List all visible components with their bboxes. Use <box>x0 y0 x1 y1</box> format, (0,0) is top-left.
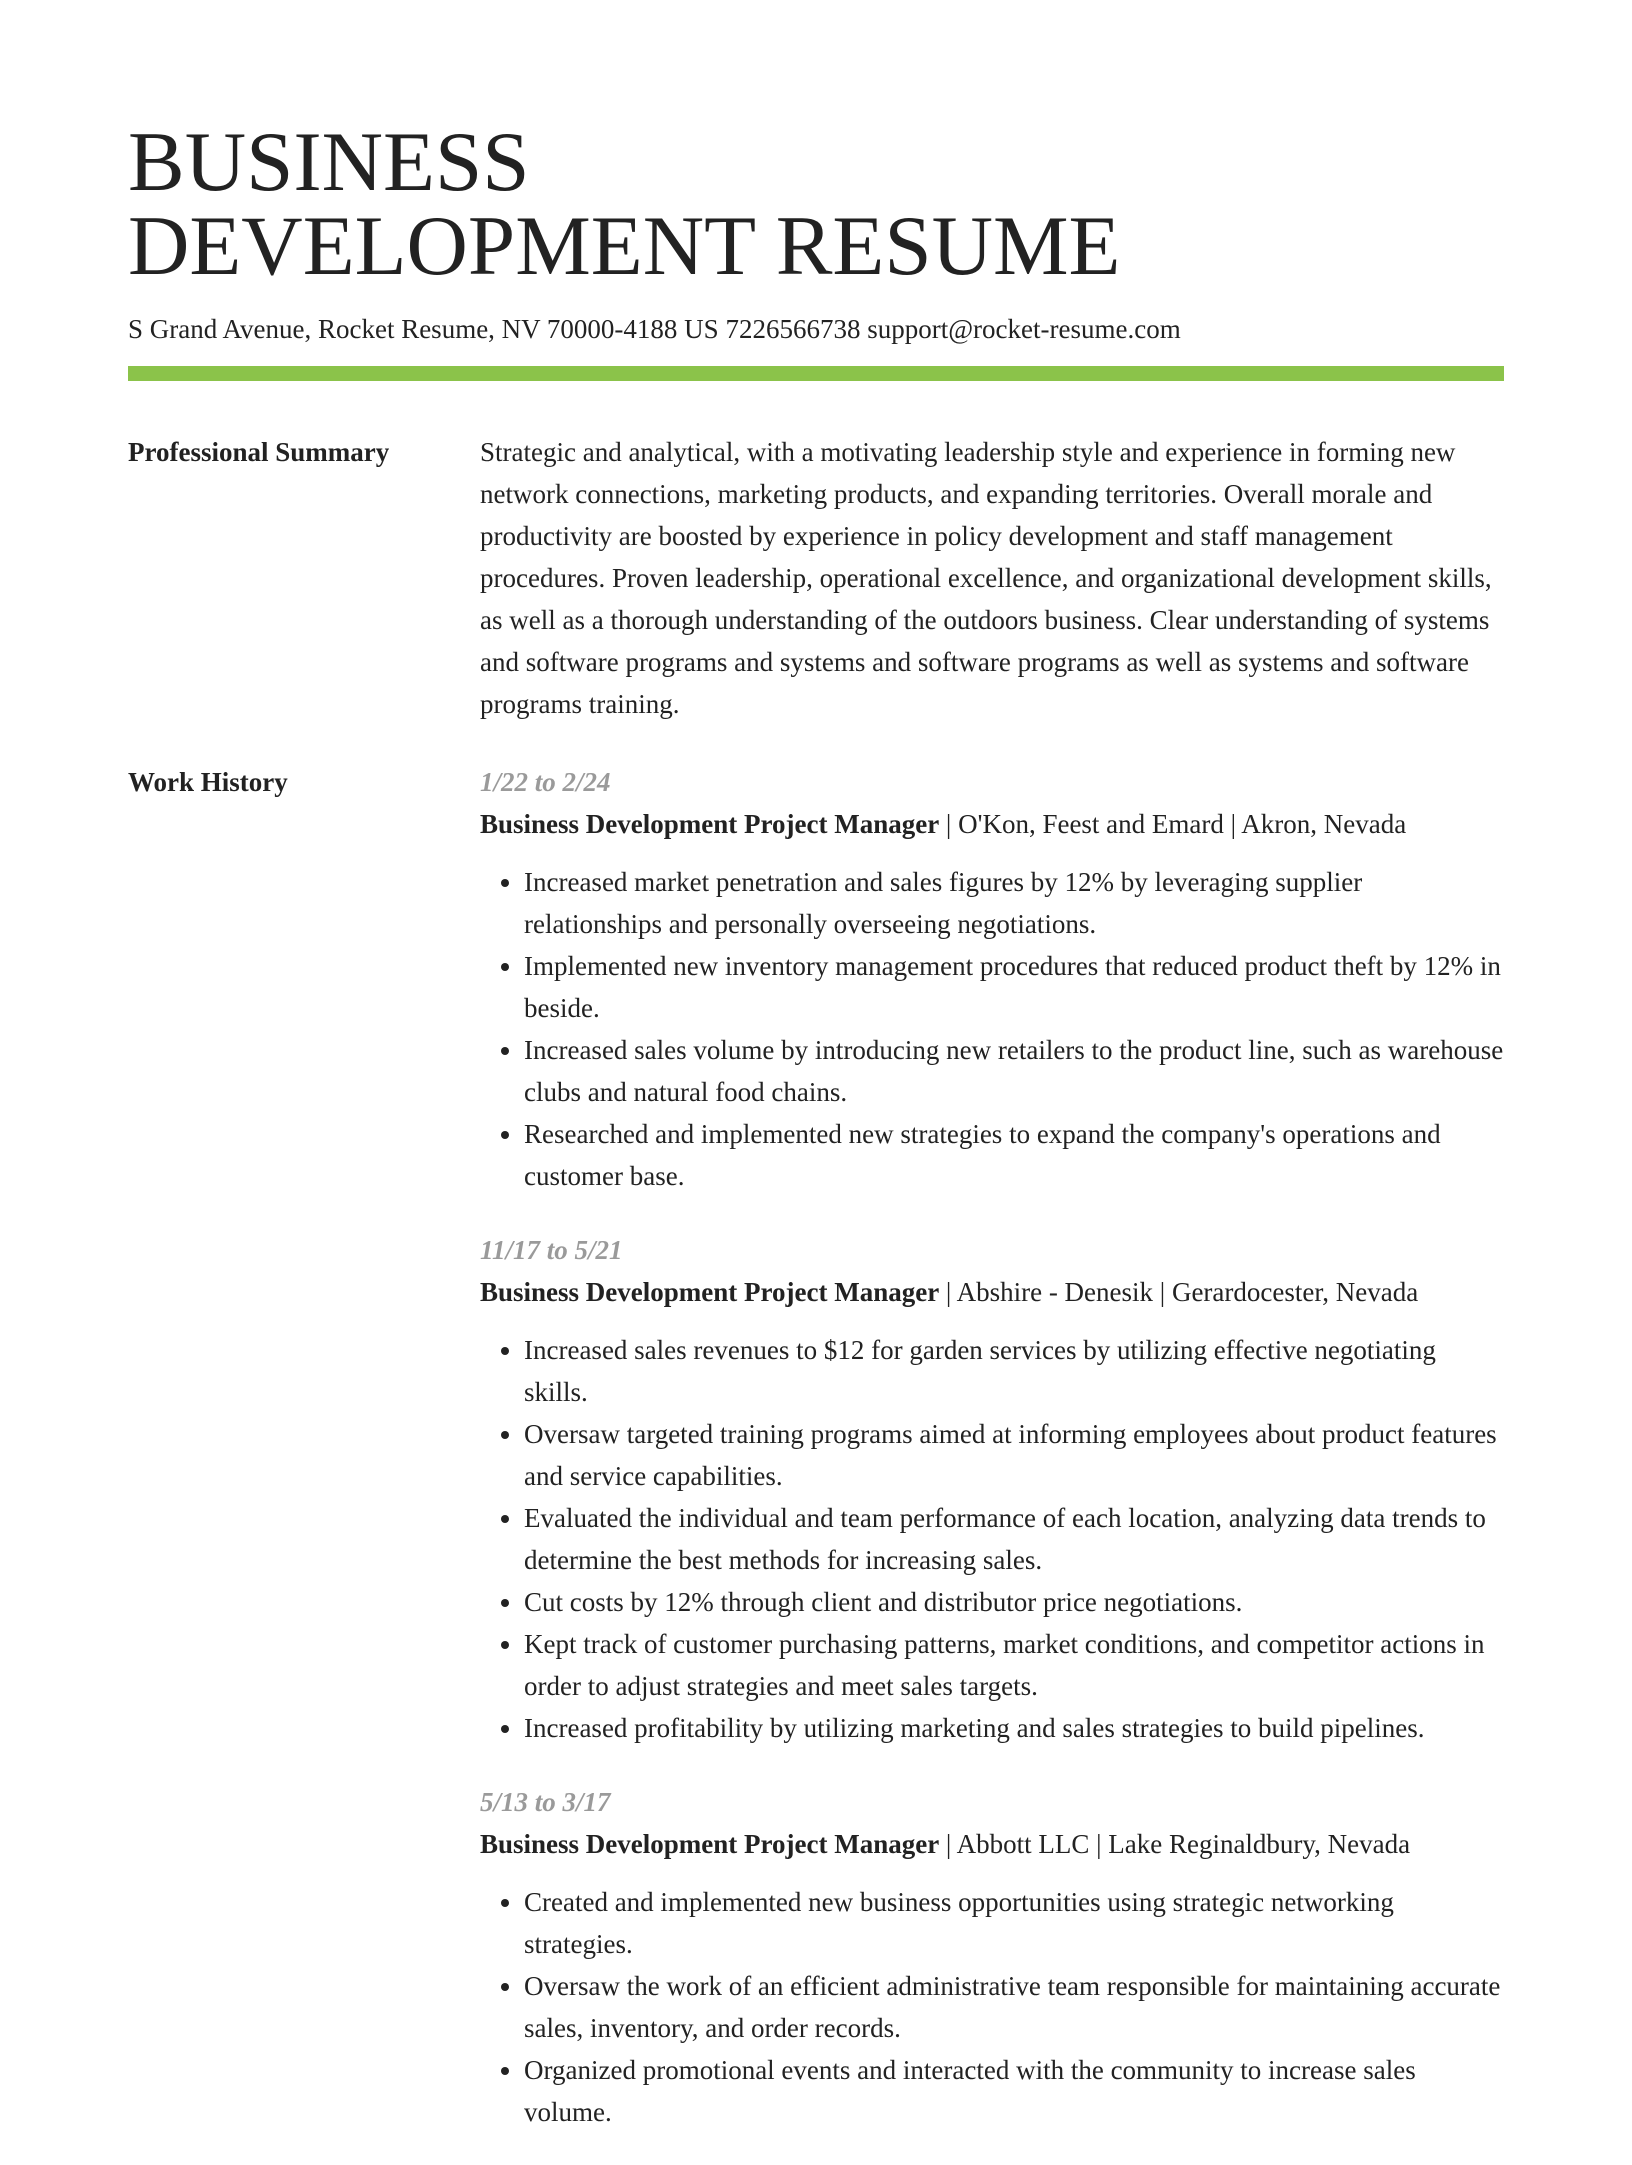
resume-title-line-2: DEVELOPMENT RESUME <box>128 199 1121 293</box>
job-bullets <box>480 1329 1504 1749</box>
job-title: Business Development Project Manager <box>480 1277 940 1307</box>
job-bullets <box>480 861 1504 1197</box>
resume-page <box>128 115 1504 2165</box>
section-label-work-history: Work History <box>128 767 288 797</box>
resume-title <box>128 115 1504 293</box>
resume-title-line-1: BUSINESS <box>128 115 530 209</box>
job-bullet: • Organized promotional events and interacted with the community to increase sales volume. <box>524 2049 1504 2133</box>
job-company-location: | O'Kon, Feest and Emard | Akron, Nevada <box>939 809 1407 839</box>
accent-divider <box>128 366 1504 381</box>
job-bullet: • Created and implemented new business opportunities using strategic networking strategies. <box>524 1881 1504 1965</box>
job-bullet: • Increased market penetration and sales figures by 12% by leveraging supplier relationships and personally overseeing negotiations. <box>524 861 1504 945</box>
summary-text: Strategic and analytical, with a motivating leadership style and experience in forming new network connections, marketing products, and expanding territories. Overall morale and productivity are boosted by experience in policy development and staff management procedures. Proven leadership, operational excellence, and organizational development skills, as well as a thorough understanding of the outdoors business. Clear understanding of systems and software programs and systems and software programs as well as systems and software programs training. <box>480 437 1492 719</box>
job-bullet: • Cut costs by 12% through client and distributor price negotiations. <box>524 1581 1504 1623</box>
job-company-location: | Abbott LLC | Lake Reginaldbury, Nevada <box>939 1829 1411 1859</box>
job-header <box>480 803 1504 845</box>
professional-summary-section <box>128 431 1504 725</box>
job-bullet: • Oversaw targeted training programs aimed at informing employees about product features and service capabilities. <box>524 1413 1504 1497</box>
work-history-section <box>128 761 1504 2165</box>
job-bullet: • Increased sales volume by introducing new retailers to the product line, such as warehouse clubs and natural food chains. <box>524 1029 1504 1113</box>
job-header <box>480 1271 1504 1313</box>
job-dates: 1/22 to 2/24 <box>480 767 611 797</box>
job-company-location: | Abshire - Denesik | Gerardocester, Nevada <box>939 1277 1419 1307</box>
job-dates: 5/13 to 3/17 <box>480 1787 611 1817</box>
job-bullet: • Oversaw the work of an efficient administrative team responsible for maintaining accurate sales, inventory, and order records. <box>524 1965 1504 2049</box>
job-bullet: • Implemented new inventory management procedures that reduced product theft by 12% in beside. <box>524 945 1504 1029</box>
job-bullet: • Evaluated the individual and team performance of each location, analyzing data trends to determine the best methods for increasing sales. <box>524 1497 1504 1581</box>
job-bullets <box>480 1881 1504 2133</box>
job-bullet: • Increased sales revenues to $12 for garden services by utilizing effective negotiating skills. <box>524 1329 1504 1413</box>
job-bullet: • Kept track of customer purchasing patterns, market conditions, and competitor actions in order to adjust strategies and meet sales targets. <box>524 1623 1504 1707</box>
job-entry <box>480 1781 1504 2133</box>
job-bullet: • Researched and implemented new strategies to expand the company's operations and customer base. <box>524 1113 1504 1197</box>
job-title: Business Development Project Manager <box>480 809 940 839</box>
section-label-professional-summary: Professional Summary <box>128 437 390 467</box>
job-entry <box>480 761 1504 1197</box>
job-dates: 11/17 to 5/21 <box>480 1235 623 1265</box>
contact-info: S Grand Avenue, Rocket Resume, NV 70000-4188 US 7226566738 support@rocket-resume.com <box>128 314 1181 344</box>
job-header <box>480 1823 1504 1865</box>
job-title: Business Development Project Manager <box>480 1829 940 1859</box>
job-entry <box>480 1229 1504 1749</box>
job-bullet: • Increased profitability by utilizing marketing and sales strategies to build pipelines. <box>524 1707 1504 1749</box>
work-history-list <box>480 761 1504 2165</box>
